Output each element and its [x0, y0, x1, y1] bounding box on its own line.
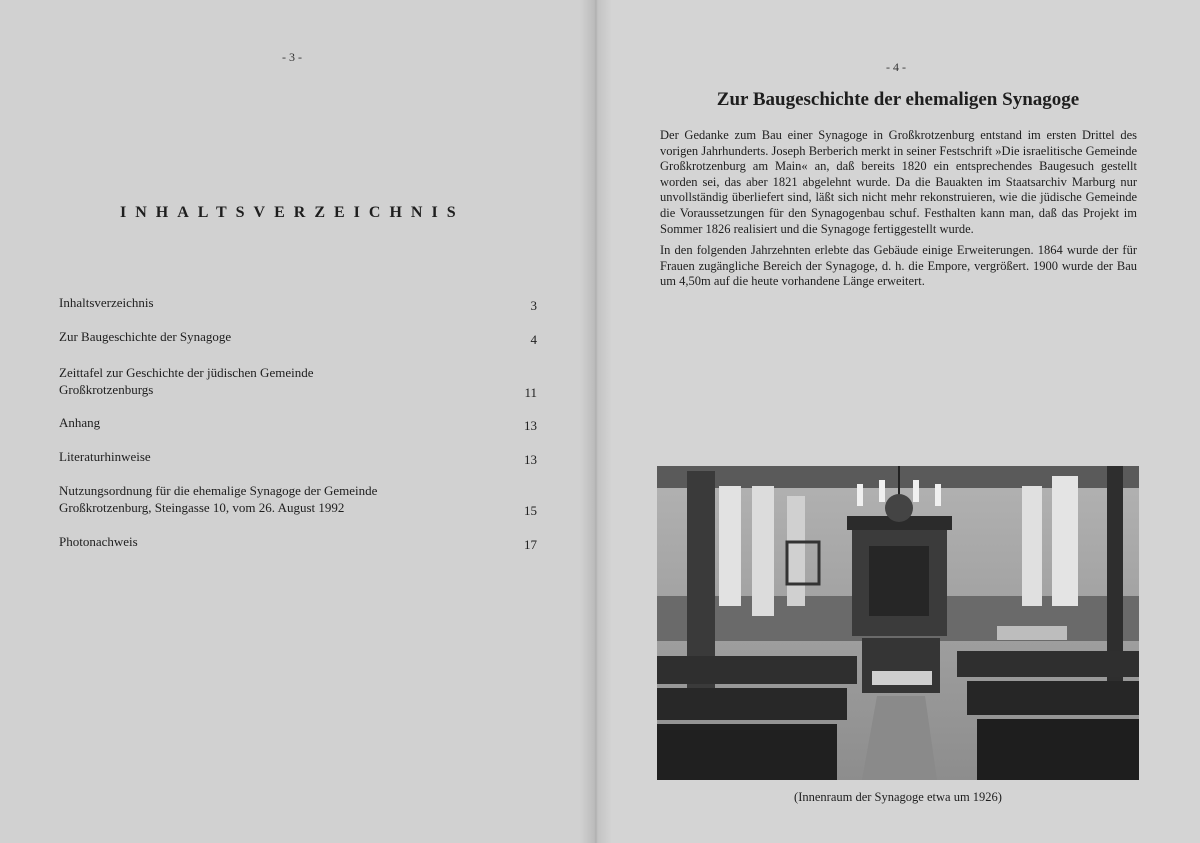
- article-paragraph: In den folgenden Jahrzehnten erlebte das Gebäude einige Erweiterungen. 1864 wurde der für Frauen zugängliche Bereich der Synagoge, d. h. die Empore, vergrößert. 1900 wurde der Bau um 4,50m auf die heute vorhandene Länge erweitert.: [660, 243, 1137, 289]
- toc-entry: [59, 328, 537, 345]
- toc-entry-page: 13: [524, 418, 537, 433]
- toc-entry: [59, 533, 537, 550]
- photo-caption: (Innenraum der Synagoge etwa um 1926): [794, 790, 1002, 804]
- right-page: [596, 0, 1200, 843]
- toc-entry-page: 17: [524, 537, 537, 552]
- toc-heading: INHALTSVERZEICHNIS: [120, 204, 465, 221]
- article-body: [660, 128, 1137, 296]
- page-number-left: - 3 -: [282, 50, 302, 64]
- toc-entry-title: Anhang: [59, 415, 101, 430]
- toc-entry: [59, 294, 537, 311]
- article-paragraph: Der Gedanke zum Bau einer Synagoge in Großkrotzenburg entstand im ersten Drittel des vorigen Jahrhunderts. Joseph Berberich merkt in seiner Festschrift »Die israelitische Gemeinde Großkrotzenburg am Main« an, daß bereits 1820 ein entsprechendes Baugesuch gestellt worden sei, das aber 1821 abgelehnt wurde. Da die Bauakten im Staatsarchiv Marburg nur unvollständig überliefert sind, läßt sich nicht mehr rekonstruieren, wie die jüdische Gemeinde die Voraussetzungen für den Synagogenbau schuf. Festhalten kann man, daß das Projekt im Sommer 1826 realisiert und die Synagoge fertiggestellt wurde.: [660, 128, 1137, 236]
- toc-entry-title: Literaturhinweise: [59, 449, 151, 464]
- article-title: Zur Baugeschichte der ehemaligen Synagoge: [716, 89, 1080, 110]
- table-of-contents: [59, 294, 537, 550]
- toc-entry: [59, 448, 537, 465]
- toc-entry-title: Inhaltsverzeichnis: [59, 295, 154, 310]
- toc-entry-title: Zur Baugeschichte der Synagoge: [59, 329, 232, 344]
- toc-entry-page: 15: [524, 503, 537, 518]
- book-gutter: [580, 0, 612, 843]
- page-number-right: - 4 -: [886, 60, 906, 74]
- toc-entry-title: Nutzungsordnung für die ehemalige Synagoge der Gemeinde Großkrotzenburg, Steingasse 10, vom 26. August 1992: [59, 483, 378, 515]
- left-page: [0, 0, 596, 843]
- toc-entry: [59, 482, 537, 516]
- toc-entry-title: Photonachweis: [59, 534, 138, 549]
- toc-entry: [59, 364, 537, 398]
- synagogue-interior-photo: [657, 466, 1139, 780]
- toc-entry-page: 13: [524, 452, 537, 467]
- toc-entry-page: 4: [530, 332, 537, 347]
- toc-entry-title: Zeittafel zur Geschichte der jüdischen Gemeinde Großkrotzenburgs: [59, 365, 314, 397]
- toc-entry-page: 3: [530, 298, 537, 313]
- toc-entry: [59, 414, 537, 431]
- toc-entry-page: 11: [524, 385, 537, 400]
